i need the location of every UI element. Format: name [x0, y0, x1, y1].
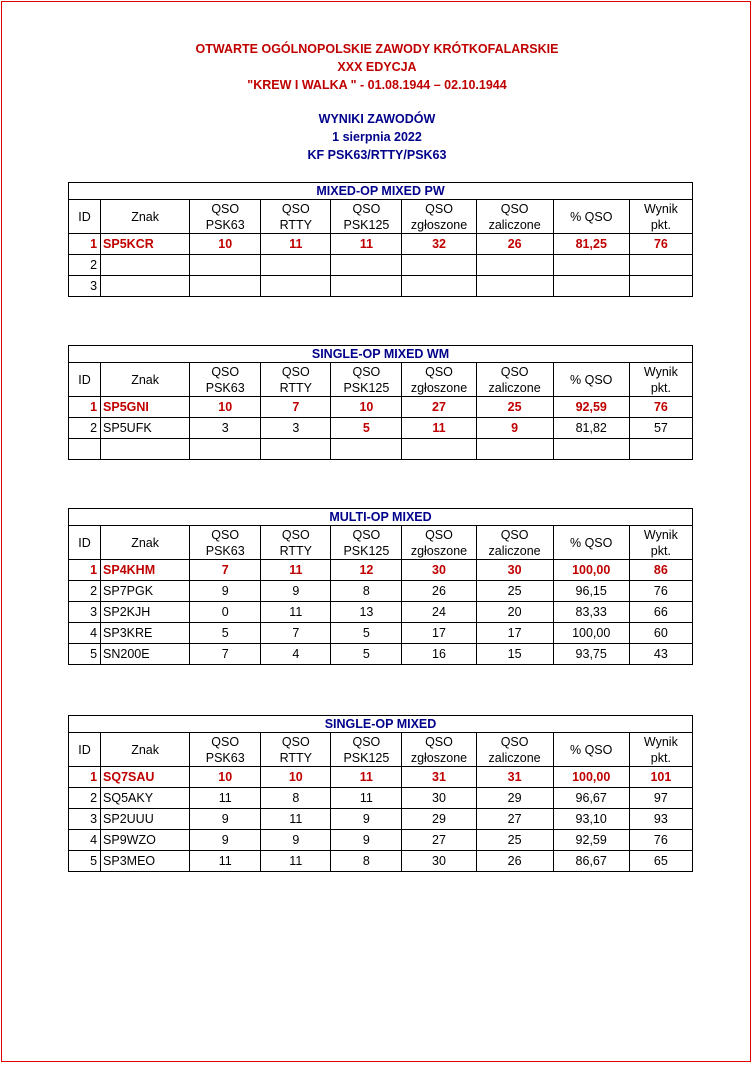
row-id: 2 — [69, 255, 101, 276]
row-pct: 96,67 — [553, 788, 629, 809]
header-line: zgłoszone — [410, 380, 468, 395]
row-psk63: 10 — [190, 397, 261, 418]
table-row — [69, 830, 693, 851]
row-callsign: SP2UUU — [101, 809, 190, 830]
row-claimed — [402, 276, 476, 297]
row-callsign: SP4KHM — [101, 560, 190, 581]
row-id: 4 — [69, 623, 101, 644]
col-psk63-header — [190, 733, 261, 767]
header-line: QSO — [352, 527, 381, 542]
row-id — [69, 439, 101, 460]
row-psk63: 7 — [190, 560, 261, 581]
table-header-row — [69, 363, 693, 397]
header-line: PSK63 — [205, 543, 245, 558]
header-line: QSO — [352, 364, 381, 379]
results-table — [68, 508, 693, 665]
row-callsign: SP2KJH — [101, 602, 190, 623]
header-line: zgłoszone — [410, 750, 468, 765]
row-id: 2 — [69, 788, 101, 809]
row-id: 1 — [69, 767, 101, 788]
header-line: pkt. — [650, 380, 671, 395]
row-psk63: 0 — [190, 602, 261, 623]
row-callsign — [101, 255, 190, 276]
row-confirmed: 25 — [476, 830, 553, 851]
row-id: 3 — [69, 602, 101, 623]
header-line: QSO — [211, 527, 240, 542]
col-pct-header: % QSO — [553, 733, 629, 767]
row-psk63 — [190, 439, 261, 460]
header-line: Wynik — [643, 734, 678, 749]
row-rtty: 8 — [261, 788, 331, 809]
header-line: PSK125 — [343, 217, 390, 232]
row-rtty — [261, 439, 331, 460]
row-score: 65 — [629, 851, 692, 872]
col-claimed-header — [402, 526, 476, 560]
row-rtty: 4 — [261, 644, 331, 665]
header-line: QSO — [425, 201, 453, 216]
row-psk63 — [190, 276, 261, 297]
header-line: QSO — [281, 201, 310, 216]
header-line: QSO — [425, 734, 453, 749]
table-header-row — [69, 526, 693, 560]
row-rtty: 7 — [261, 397, 331, 418]
row-psk125: 5 — [331, 418, 402, 439]
header-line: zgłoszone — [410, 543, 468, 558]
header-line: QSO — [211, 734, 240, 749]
results-table — [68, 715, 693, 872]
row-rtty: 3 — [261, 418, 331, 439]
header-line: pkt. — [650, 217, 671, 232]
col-psk63-header — [190, 200, 261, 234]
category-title: SINGLE-OP MIXED WM — [69, 346, 693, 363]
col-call-header: Znak — [101, 733, 190, 767]
results-title: WYNIKI ZAWODÓW — [318, 112, 436, 126]
table-row — [69, 255, 693, 276]
row-claimed: 30 — [402, 788, 476, 809]
row-confirmed: 30 — [476, 560, 553, 581]
header-line: QSO — [425, 527, 453, 542]
row-psk125: 12 — [331, 560, 402, 581]
row-confirmed: 26 — [476, 851, 553, 872]
row-rtty: 11 — [261, 560, 331, 581]
col-psk125-header — [331, 526, 402, 560]
contest-edition: XXX EDYCJA — [337, 60, 417, 74]
row-id: 2 — [69, 418, 101, 439]
col-psk125-header — [331, 200, 402, 234]
contest-header — [0, 40, 754, 94]
header-line: zaliczone — [488, 380, 541, 395]
row-callsign — [101, 439, 190, 460]
row-pct: 81,25 — [553, 234, 629, 255]
row-confirmed: 26 — [476, 234, 553, 255]
row-id: 1 — [69, 234, 101, 255]
row-callsign: SP7PGK — [101, 581, 190, 602]
header-line: RTTY — [279, 217, 313, 232]
row-claimed: 30 — [402, 560, 476, 581]
results-modes: KF PSK63/RTTY/PSK63 — [307, 148, 447, 162]
row-psk125 — [331, 276, 402, 297]
col-rtty-header — [261, 200, 331, 234]
header-line: PSK63 — [205, 380, 245, 395]
row-psk125: 8 — [331, 851, 402, 872]
row-claimed — [402, 255, 476, 276]
row-confirmed — [476, 255, 553, 276]
col-score-header — [629, 363, 692, 397]
row-score: 66 — [629, 602, 692, 623]
row-score — [629, 255, 692, 276]
row-confirmed — [476, 439, 553, 460]
row-rtty: 11 — [261, 234, 331, 255]
header-line: QSO — [281, 734, 310, 749]
table-row — [69, 809, 693, 830]
header-line: PSK125 — [343, 543, 390, 558]
row-rtty: 11 — [261, 602, 331, 623]
header-line: PSK63 — [205, 750, 245, 765]
row-id: 5 — [69, 851, 101, 872]
row-claimed: 24 — [402, 602, 476, 623]
header-line: QSO — [425, 364, 453, 379]
table-row — [69, 581, 693, 602]
table-row — [69, 644, 693, 665]
row-psk125: 13 — [331, 602, 402, 623]
row-confirmed: 17 — [476, 623, 553, 644]
row-psk125 — [331, 255, 402, 276]
row-psk63: 9 — [190, 809, 261, 830]
col-psk63-header — [190, 526, 261, 560]
row-psk125: 10 — [331, 397, 402, 418]
header-line: Wynik — [643, 527, 678, 542]
row-callsign — [101, 276, 190, 297]
col-score-header — [629, 200, 692, 234]
header-line: QSO — [500, 364, 529, 379]
row-confirmed: 29 — [476, 788, 553, 809]
row-pct: 83,33 — [553, 602, 629, 623]
header-line: QSO — [281, 364, 310, 379]
row-pct: 92,59 — [553, 830, 629, 851]
row-callsign: SN200E — [101, 644, 190, 665]
table-row — [69, 767, 693, 788]
row-score: 76 — [629, 234, 692, 255]
row-confirmed: 25 — [476, 581, 553, 602]
row-psk63: 7 — [190, 644, 261, 665]
header-line: QSO — [500, 527, 529, 542]
row-claimed: 31 — [402, 767, 476, 788]
col-call-header: Znak — [101, 526, 190, 560]
col-pct-header: % QSO — [553, 526, 629, 560]
row-claimed: 32 — [402, 234, 476, 255]
row-score: 76 — [629, 397, 692, 418]
row-confirmed: 31 — [476, 767, 553, 788]
header-line: QSO — [211, 201, 240, 216]
row-pct — [553, 439, 629, 460]
row-id: 4 — [69, 830, 101, 851]
table-row — [69, 851, 693, 872]
header-line: zgłoszone — [410, 217, 468, 232]
row-score: 97 — [629, 788, 692, 809]
table-row — [69, 560, 693, 581]
table-row — [69, 602, 693, 623]
header-line: PSK63 — [205, 217, 245, 232]
row-claimed: 17 — [402, 623, 476, 644]
col-claimed-header — [402, 733, 476, 767]
row-psk125: 8 — [331, 581, 402, 602]
row-rtty: 11 — [261, 851, 331, 872]
row-pct: 100,00 — [553, 623, 629, 644]
row-score: 76 — [629, 830, 692, 851]
col-confirmed-header — [476, 733, 553, 767]
header-line: RTTY — [279, 750, 312, 765]
category-title: MULTI-OP MIXED — [69, 509, 693, 526]
contest-subtitle: "KREW I WALKA " - 01.08.1944 – 02.10.1944 — [247, 78, 507, 92]
header-line: Wynik — [643, 364, 678, 379]
col-claimed-header — [402, 200, 476, 234]
row-score: 86 — [629, 560, 692, 581]
row-psk63: 11 — [190, 851, 261, 872]
row-psk63: 10 — [190, 234, 261, 255]
col-pct-header: % QSO — [553, 200, 629, 234]
header-line: zaliczone — [488, 543, 541, 558]
table-row — [69, 397, 693, 418]
row-psk125: 11 — [331, 788, 402, 809]
row-psk63: 10 — [190, 767, 261, 788]
category-title: MIXED-OP MIXED PW — [69, 183, 693, 200]
header-line: zaliczone — [488, 750, 541, 765]
contest-title: OTWARTE OGÓLNOPOLSKIE ZAWODY KRÓTKOFALARSKIE — [195, 42, 559, 56]
row-callsign: SP5KCR — [101, 234, 190, 255]
row-id: 3 — [69, 809, 101, 830]
row-confirmed: 25 — [476, 397, 553, 418]
row-callsign: SP5UFK — [101, 418, 190, 439]
row-pct: 92,59 — [553, 397, 629, 418]
row-callsign: SQ5AKY — [101, 788, 190, 809]
row-confirmed: 9 — [476, 418, 553, 439]
table-header-row — [69, 200, 693, 234]
row-pct: 86,67 — [553, 851, 629, 872]
col-id-header: ID — [69, 200, 101, 234]
header-line: pkt. — [650, 750, 671, 765]
row-psk63: 11 — [190, 788, 261, 809]
row-psk125: 5 — [331, 644, 402, 665]
row-pct: 96,15 — [553, 581, 629, 602]
col-psk125-header — [331, 363, 402, 397]
row-rtty — [261, 276, 331, 297]
table-header-row — [69, 733, 693, 767]
results-table — [68, 345, 693, 460]
table-row — [69, 276, 693, 297]
col-id-header: ID — [69, 733, 101, 767]
col-id-header: ID — [69, 526, 101, 560]
header-line: QSO — [500, 734, 529, 749]
row-claimed: 29 — [402, 809, 476, 830]
row-id: 3 — [69, 276, 101, 297]
header-line: QSO — [352, 201, 381, 216]
row-psk125: 5 — [331, 623, 402, 644]
col-confirmed-header — [476, 200, 553, 234]
header-line: zaliczone — [488, 217, 541, 232]
table-row — [69, 418, 693, 439]
col-score-header — [629, 733, 692, 767]
row-claimed — [402, 439, 476, 460]
row-claimed: 11 — [402, 418, 476, 439]
header-line: PSK125 — [343, 380, 390, 395]
row-id: 1 — [69, 397, 101, 418]
col-call-header: Znak — [101, 200, 190, 234]
col-rtty-header — [261, 526, 331, 560]
table-row — [69, 623, 693, 644]
table-row — [69, 234, 693, 255]
row-pct: 81,82 — [553, 418, 629, 439]
row-rtty: 11 — [261, 809, 331, 830]
row-psk63: 5 — [190, 623, 261, 644]
row-score — [629, 439, 692, 460]
col-confirmed-header — [476, 363, 553, 397]
row-pct — [553, 255, 629, 276]
row-psk125: 9 — [331, 809, 402, 830]
row-score: 43 — [629, 644, 692, 665]
row-pct: 100,00 — [553, 560, 629, 581]
row-callsign: SP9WZO — [101, 830, 190, 851]
col-rtty-header — [261, 733, 331, 767]
header-line: QSO — [500, 201, 529, 216]
row-psk63 — [190, 255, 261, 276]
row-rtty: 9 — [261, 581, 331, 602]
header-line: RTTY — [279, 543, 312, 558]
row-psk125 — [331, 439, 402, 460]
row-score — [629, 276, 692, 297]
row-callsign: SP5GNI — [101, 397, 190, 418]
row-callsign: SQ7SAU — [101, 767, 190, 788]
row-psk63: 9 — [190, 581, 261, 602]
header-line: pkt. — [650, 543, 671, 558]
row-rtty: 7 — [261, 623, 331, 644]
row-score: 60 — [629, 623, 692, 644]
col-id-header: ID — [69, 363, 101, 397]
row-callsign: SP3KRE — [101, 623, 190, 644]
header-line: QSO — [211, 364, 240, 379]
row-pct: 93,75 — [553, 644, 629, 665]
row-claimed: 26 — [402, 581, 476, 602]
header-line: RTTY — [279, 380, 313, 395]
row-score: 93 — [629, 809, 692, 830]
category-title: SINGLE-OP MIXED — [69, 716, 693, 733]
row-id: 2 — [69, 581, 101, 602]
table-row — [69, 439, 693, 460]
row-claimed: 27 — [402, 397, 476, 418]
row-psk63: 3 — [190, 418, 261, 439]
row-callsign: SP3MEO — [101, 851, 190, 872]
row-id: 1 — [69, 560, 101, 581]
row-rtty: 9 — [261, 830, 331, 851]
col-confirmed-header — [476, 526, 553, 560]
row-psk125: 11 — [331, 767, 402, 788]
table-row — [69, 788, 693, 809]
row-id: 5 — [69, 644, 101, 665]
row-confirmed: 15 — [476, 644, 553, 665]
col-psk63-header — [190, 363, 261, 397]
row-confirmed — [476, 276, 553, 297]
header-line: PSK125 — [343, 750, 390, 765]
col-score-header — [629, 526, 692, 560]
results-date: 1 sierpnia 2022 — [332, 130, 422, 144]
row-pct: 100,00 — [553, 767, 629, 788]
col-rtty-header — [261, 363, 331, 397]
row-rtty — [261, 255, 331, 276]
row-pct: 93,10 — [553, 809, 629, 830]
row-claimed: 16 — [402, 644, 476, 665]
row-psk63: 9 — [190, 830, 261, 851]
col-call-header: Znak — [101, 363, 190, 397]
row-claimed: 27 — [402, 830, 476, 851]
header-line: QSO — [352, 734, 381, 749]
row-claimed: 30 — [402, 851, 476, 872]
col-psk125-header — [331, 733, 402, 767]
header-line: QSO — [281, 527, 310, 542]
results-header — [0, 110, 754, 164]
row-psk125: 9 — [331, 830, 402, 851]
col-claimed-header — [402, 363, 476, 397]
row-confirmed: 20 — [476, 602, 553, 623]
col-pct-header: % QSO — [553, 363, 629, 397]
row-score: 57 — [629, 418, 692, 439]
row-rtty: 10 — [261, 767, 331, 788]
row-pct — [553, 276, 629, 297]
header-line: Wynik — [643, 201, 678, 216]
results-table — [68, 182, 693, 297]
row-psk125: 11 — [331, 234, 402, 255]
row-confirmed: 27 — [476, 809, 553, 830]
row-score: 101 — [629, 767, 692, 788]
row-score: 76 — [629, 581, 692, 602]
